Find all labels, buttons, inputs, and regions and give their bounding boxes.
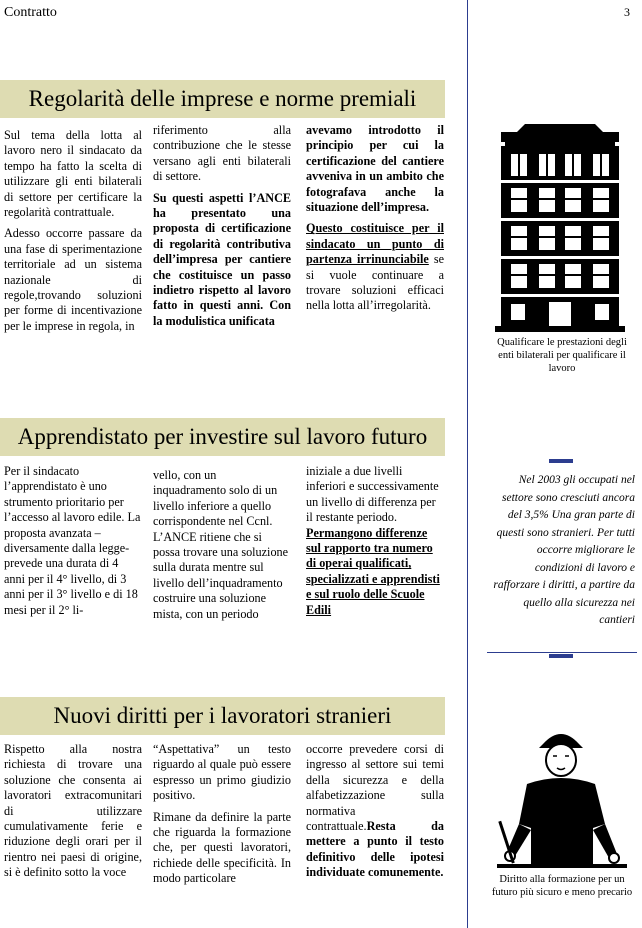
- building-caption: Qualificare le prestazioni degli enti bilaterali per qualificare il lavoro: [497, 337, 627, 374]
- paragraph: occorre prevedere corsi di ingresso al settore sui temi della sicurezza e della alfabetizzazione sulla normativa contrattuale.: [306, 742, 444, 834]
- paragraph-bold: Su questi aspetti l’ANCE ha presentato una proposta di certificazione di regolarità contributiva dell’impresa per cantiere che costituisce un passo indietro rispetto al lavoro fatto in questi anni. Con la modulistica unificata: [153, 190, 291, 328]
- paragraph-bold: Resta da mettere a punto il testo definitivo delle ipotesi individuate comunemente.: [306, 819, 444, 880]
- worker-caption: Diritto alla formazione per un futuro più sicuro e meno precario: [491, 874, 633, 898]
- article-column: [306, 123, 444, 320]
- article-column: [153, 742, 291, 893]
- paragraph: iniziale a due livelli inferiori e successivamente un livello di differenza per il restante periodo.: [306, 464, 439, 525]
- article-column: [4, 128, 142, 340]
- paragraph: Adesso occorre passare da una fase di sperimentazione territoriale ad un sistema nazionale di regole,trovando soluzioni per forme di incentivazione per le imprese in regola, in: [4, 226, 142, 333]
- paragraph: riferimento alla contribuzione che le stesse versano agli enti bilaterali di settore.: [153, 123, 291, 184]
- article-column: [306, 742, 444, 887]
- paragraph: Sul tema della lotta al lavoro nero il sindacato da tempo ha fatto la scelta di utilizzare gli enti bilaterali di settore per certificare la regolarità contrattuale.: [4, 128, 142, 220]
- paragraph: “Aspettativa” un testo riguardo al quale può essere espresso un primo giudizio positivo.: [153, 742, 291, 803]
- sidebar-quote: Nel 2003 gli occupati nel settore sono cresciuti ancora del 3,5% Una gran parte di questi sono stranieri. Per tutti occorre migliorare le condizioni di lavoro e rafforzare i diritti, a partire da quello alla sicurezza nei cantieri: [493, 474, 635, 626]
- underlined-highlight: Permangono differenze sul rapporto tra numero di operai qualificati, specializzati e apprendisti e sul ruolo delle Scuole Edili: [306, 525, 440, 617]
- column-divider: [467, 0, 468, 928]
- quote-rule: [487, 652, 637, 653]
- article-column: [4, 464, 142, 624]
- running-header: Contratto: [4, 5, 57, 20]
- article-column: [153, 468, 291, 628]
- paragraph: Rispetto alla nostra richiesta di trovare una soluzione che consenta ai lavoratori extracomunitari di utilizzare cumulativamente ferie e riduzione degli orari per il rientro nei paesi di origine, si è definito sotto la voce: [4, 742, 142, 880]
- paragraph: vello, con un inquadramento solo di un livello inferiore a quello corrispondente nel Ccnl. L’ANCE ritiene che si possa trovare una soluzione sulla durata mentre sul livello dell’inquadramento costruire una soluzione mista, con un periodo: [153, 468, 289, 621]
- quote-top-dash: [549, 459, 573, 463]
- paragraph-bold: avevamo introdotto il principio per cui la certificazione del cantiere avveniva in un ambito che fotografava anche la situazione dell’impresa.: [306, 123, 444, 215]
- section-title-regolarita: Regolarità delle imprese e norme premiali: [28, 86, 417, 111]
- building-illustration: [495, 118, 625, 332]
- section-title-stranieri: Nuovi diritti per i lavoratori stranieri: [53, 703, 392, 728]
- paragraph-tail: se si vuole continuare a trovare soluzioni efficaci nella lotta all’irregolarità.: [306, 252, 444, 313]
- paragraph: Per il sindacato l’apprendistato è uno strumento prioritario per l’accesso al lavoro edile. La proposta avanzata –diversamente dalla legge- prevede una durata di 4 anni per il 4° livello, di 3 anni per il 3° livello e di 18 mesi per il 2° li-: [4, 464, 141, 617]
- article-column: [306, 464, 444, 624]
- article-column: [4, 742, 142, 887]
- quote-bottom-dash: [549, 654, 573, 658]
- page-number: 3: [624, 5, 630, 19]
- underlined-highlight: Questo costituisce per il sindacato un punto di partenza irrinunciabile: [306, 221, 444, 267]
- paragraph: Rimane da definire la parte che riguarda la formazione che, per questi lavoratori, richiede delle specificità. In modo particolare: [153, 809, 291, 886]
- construction-worker-illustration: [497, 724, 627, 870]
- section-title-apprendistato: Apprendistato per investire sul lavoro futuro: [17, 424, 428, 449]
- article-column: [153, 123, 291, 335]
